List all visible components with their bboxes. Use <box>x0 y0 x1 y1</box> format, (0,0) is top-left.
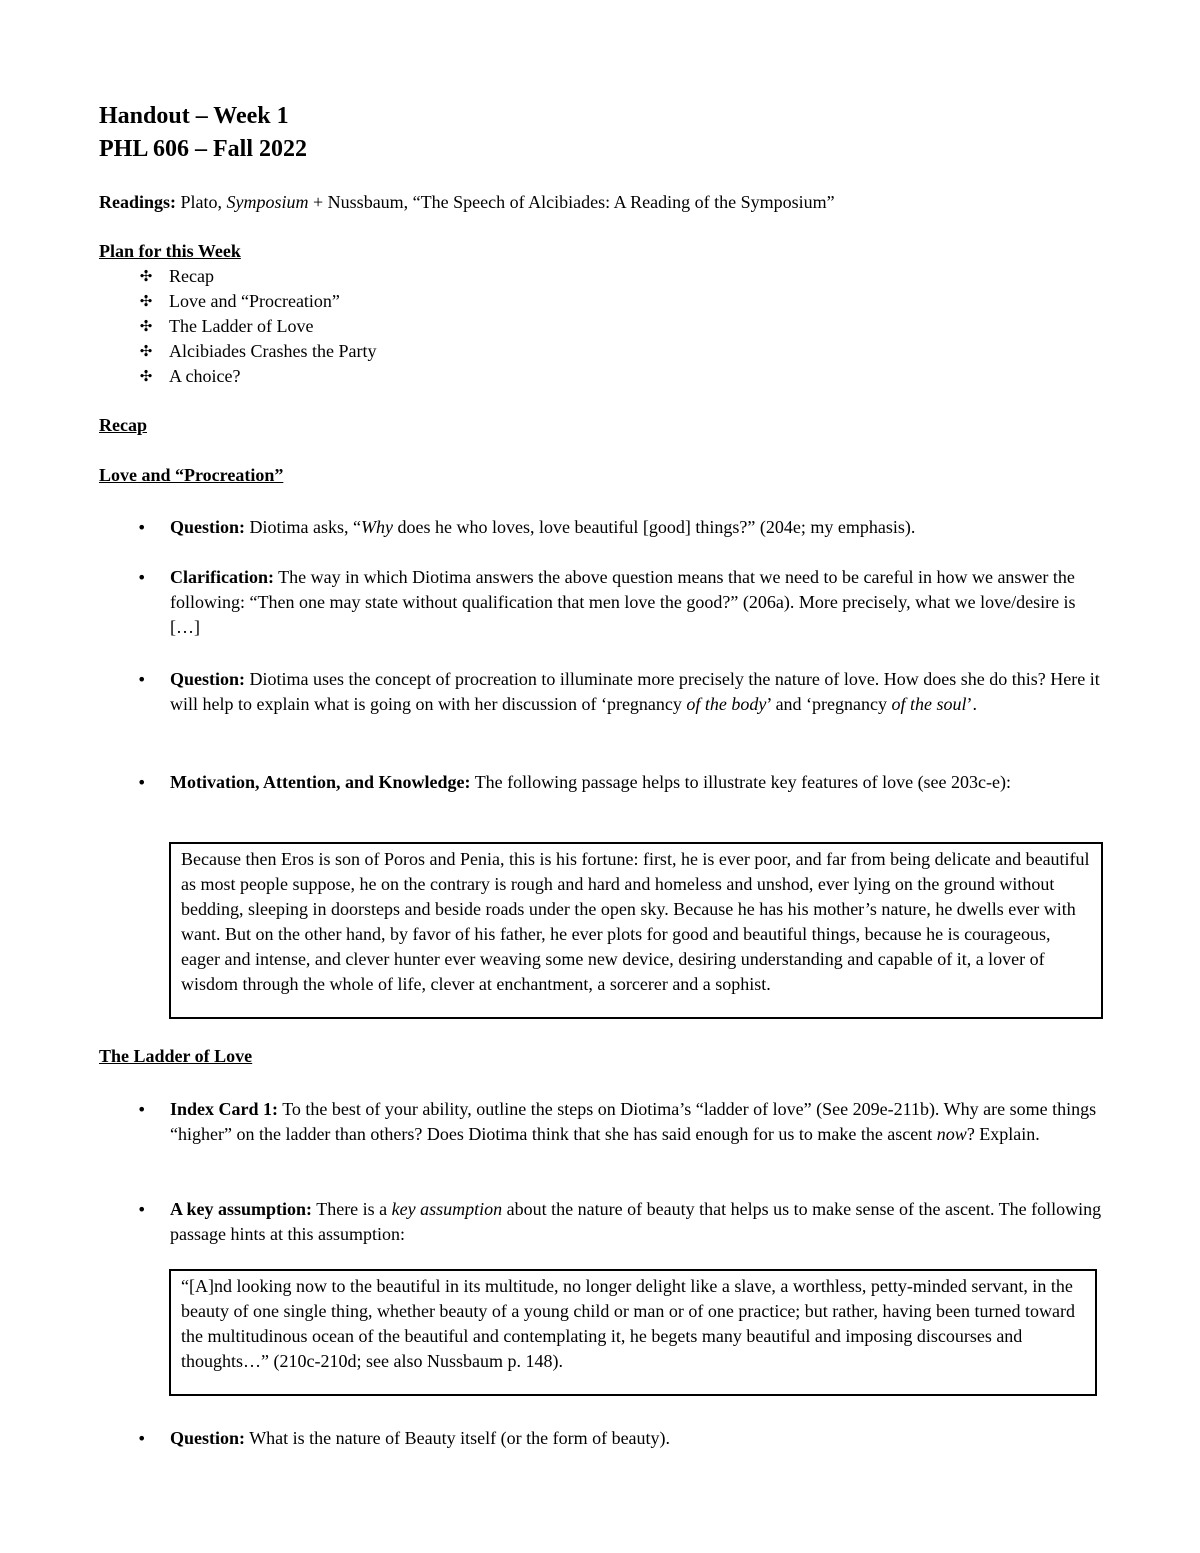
question-diotima-why: • Question: Diotima asks, “Why does he who loves, love beautiful [good] things?” (204e; my emphasis). <box>99 515 1109 540</box>
readings-label: Readings <box>99 192 171 212</box>
plan-item: ✣ A choice? <box>99 364 1109 389</box>
plan-item: ✣ Love and “Procreation” <box>99 289 1109 314</box>
diamond-bullet-icon: ✣ <box>139 267 153 285</box>
diamond-bullet-icon: ✣ <box>139 342 153 360</box>
bullet-dot-icon: • <box>137 518 147 537</box>
course-title: PHL 606 – Fall 2022 <box>99 136 308 162</box>
beauty-quote-box <box>169 1269 1097 1396</box>
plan-item: ✣ Alcibiades Crashes the Party <box>99 339 1109 364</box>
beauty-quote: “[A]nd looking now to the beautiful in its multitude, no longer delight like a slave, a worthless, petty-minded servant, in the beauty of one single thing, whether beauty of a young child or man or of one practice; but rather, having been turned toward the multitudinous ocean of the beautiful and contemplating it, he begets many beautiful and imposing discourses and thoughts…” (210c-210d; see also Nussbaum p. 148). <box>181 1276 1075 1371</box>
key-assumption-item: • A key assumption: There is a key assumption about the nature of beauty that helps us to make sense of the ascent. The following passage hints at this assumption: <box>137 1199 1102 1244</box>
handout-title: Handout – Week 1 <box>99 103 289 129</box>
question-beauty: • Question: What is the nature of Beauty itself (or the form of beauty). <box>99 1426 1109 1451</box>
bullet-dot-icon: • <box>137 1100 147 1119</box>
readings-symposium: Symposium <box>226 192 309 212</box>
bullet-dot-icon: • <box>137 1200 147 1219</box>
ladder-heading: The Ladder of Love <box>99 1046 253 1066</box>
plan-list <box>99 264 1109 389</box>
bullet-dot-icon: • <box>137 568 147 587</box>
readings-line: Readings: Plato, Symposium + Nussbaum, “The Speech of Alcibiades: A Reading of the Symposium” <box>99 192 835 212</box>
diamond-bullet-icon: ✣ <box>139 292 153 310</box>
diamond-bullet-icon: ✣ <box>139 367 153 385</box>
recap-heading: Recap <box>99 415 147 435</box>
procreation-heading: Love and “Procreation” <box>99 465 284 485</box>
plan-item: ✣ Recap <box>99 264 1109 289</box>
eros-quote-box <box>169 842 1103 1019</box>
index-card-item: • Index Card 1: To the best of your ability, outline the steps on Diotima’s “ladder of love” (See 209e-211b). Why are some things “higher” on the ladder than others? Does Diotima think that she has said enough for us to make the ascent now? Explain. <box>137 1099 1097 1144</box>
plan-heading: Plan for this Week <box>99 241 241 261</box>
motivation-item: • Motivation, Attention, and Knowledge: The following passage helps to illustrate key features of love (see 203c-e): <box>99 770 1109 795</box>
clarification-item: • Clarification: The way in which Diotima answers the above question means that we need to be careful in how we answer the following: “Then one may state without qualification that men love the good?” (206a). More precisely, what we love/desire is […] <box>137 567 1076 637</box>
bullet-dot-icon: • <box>137 670 147 689</box>
diamond-bullet-icon: ✣ <box>139 317 153 335</box>
eros-quote: Because then Eros is son of Poros and Penia, this is his fortune: first, he is ever poor, and far from being delicate and beautiful as most people suppose, he on the contrary is rough and hard and homeless and unshod, ever lying on the ground without bedding, sleeping in doorsteps and beside roads under the open sky. Because he has his mother’s nature, he dwells ever with want. But on the other hand, by favor of his father, he ever plots for good and beautiful things, because he is courageous, eager and intense, and clever hunter ever weaving some new device, desiring understanding and capable of it, a lover of wisdom through the whole of life, clever at enchantment, a sorcerer and a sophist. <box>181 849 1090 994</box>
plan-item: ✣ The Ladder of Love <box>99 314 1109 339</box>
question-procreation: • Question: Diotima uses the concept of procreation to illuminate more precisely the nature of love. How does she do this? Here it will help to explain what is going on with her discussion of ‘pregnancy of the body’ and ‘pregnancy of the soul’. <box>137 669 1100 714</box>
bullet-dot-icon: • <box>137 773 147 792</box>
bullet-dot-icon: • <box>137 1429 147 1448</box>
